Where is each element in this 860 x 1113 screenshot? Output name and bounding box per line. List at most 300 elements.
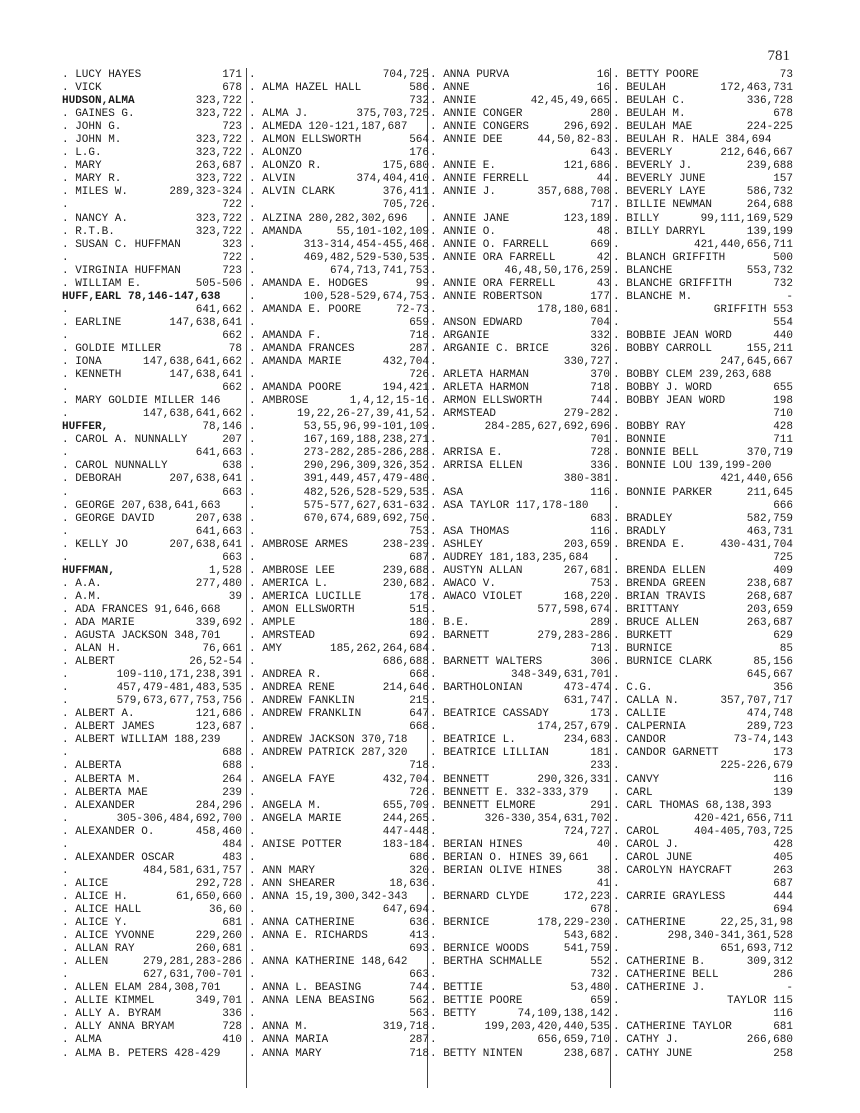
index-entry: [430, 121, 610, 134]
entry-name: .: [430, 1034, 437, 1047]
entry-name: .: [430, 760, 437, 773]
entry-name: . AMRSTEAD: [249, 630, 316, 643]
index-entry: [62, 134, 242, 147]
entry-name: . AMANDA E. HODGES: [249, 277, 368, 290]
entry-pages: 74,109,138,142: [517, 1008, 610, 1021]
index-entry: [613, 774, 793, 787]
entry-name: .: [62, 447, 69, 460]
entry-name: .: [249, 486, 256, 499]
index-entry: [613, 291, 793, 304]
index-entry: [249, 813, 429, 826]
entry-name: . BARTHOLONIAN: [430, 682, 523, 695]
entry-pages: 175,680: [382, 160, 429, 173]
entry-name: . CAROL J.: [613, 838, 680, 851]
entry-pages: 663: [222, 551, 242, 564]
entry-pages: 474,748: [746, 708, 793, 721]
entry-pages: 238-239: [382, 538, 429, 551]
entry-pages: -: [786, 982, 793, 995]
entry-pages: 306: [590, 656, 610, 669]
entry-pages: 482,526,528-529,535: [303, 486, 429, 499]
entry-pages: 207,638,641: [169, 538, 242, 551]
index-entry: [430, 995, 610, 1008]
entry-name: . ANNA PURVA: [430, 69, 510, 81]
entry-name: . ANDREW FANKLIN: [249, 695, 355, 708]
entry-name: . GOLDIE MILLER: [62, 342, 162, 355]
entry-pages: 173: [590, 708, 610, 721]
entry-name: .: [249, 786, 256, 799]
entry-name: .: [613, 930, 620, 943]
entry-name: .: [62, 329, 69, 342]
entry-pages: 718: [409, 760, 429, 773]
entry-pages: 203,659: [563, 538, 610, 551]
entry-pages: 336: [590, 460, 610, 473]
entry-name: . ANNIE E.: [430, 160, 497, 173]
entry-name: . CATHERINE J.: [613, 982, 706, 995]
entry-pages: 651,693,712: [720, 943, 793, 956]
entry-name: . AMANDA MARIE: [249, 356, 342, 369]
entry-name: . ANNIE ORA FERRELL: [430, 277, 556, 290]
index-entry: [430, 565, 610, 578]
index-entry: [62, 1048, 242, 1061]
index-entry: [249, 304, 429, 317]
index-entry: [62, 199, 242, 212]
entry-name: . BENNETT ELMORE: [430, 799, 536, 812]
entry-name: . AMBROSE LEE: [249, 564, 335, 577]
index-entry: [613, 565, 793, 578]
entry-pages: 732: [409, 95, 429, 108]
entry-name: . BLANCHE GRIFFITH: [613, 277, 732, 290]
index-entry: [613, 747, 793, 760]
index-entry: [613, 865, 793, 878]
entry-name: . ALVIN CLARK: [249, 186, 335, 199]
index-entry: [249, 330, 429, 343]
entry-name: .: [249, 408, 256, 421]
entry-name: .: [62, 812, 69, 825]
entry-name: . BERIAN OLIVE HINES: [430, 864, 563, 877]
entry-name: .: [62, 747, 69, 760]
entry-name: . ANNA LENA BEASING: [249, 995, 375, 1008]
entry-name: . ASHLEY: [430, 538, 483, 551]
index-entry: [62, 343, 242, 356]
entry-name: .: [430, 147, 437, 160]
index-entry: [249, 721, 429, 734]
entry-name: . BETTIE POORE: [430, 995, 523, 1008]
entry-name: . ANNIE ORA FARRELL: [430, 251, 556, 264]
index-entry: [430, 669, 610, 682]
entry-name: .: [249, 369, 256, 382]
entry-name: . AUSTYN ALLAN: [430, 564, 523, 577]
entry-pages: 726: [409, 786, 429, 799]
entry-name: . ANNA KATHERINE 148,642: [249, 956, 408, 969]
entry-name: . ARMON ELLSWORTH: [430, 395, 543, 408]
index-entry: [62, 226, 242, 239]
index-entry: [249, 565, 429, 578]
entry-name: . ALMA: [62, 1034, 102, 1047]
entry-name: . ARLETA HARMAN: [430, 369, 530, 382]
entry-name: . BRENDA E.: [613, 538, 686, 551]
entry-name: . CANVY: [613, 773, 660, 786]
entry-pages: 678: [590, 904, 610, 916]
index-entry: [613, 473, 793, 486]
index-entry: [249, 969, 429, 982]
entry-pages: 710: [773, 408, 793, 421]
entry-pages: 563: [409, 1008, 429, 1021]
index-entry: [62, 943, 242, 956]
entry-pages: 116: [773, 773, 793, 786]
entry-name: . ANNIE: [430, 95, 477, 108]
entry-name: . BEATRICE CASSADY: [430, 708, 549, 721]
index-entry: [249, 774, 429, 787]
index-entry: [613, 969, 793, 982]
index-entry: [613, 591, 793, 604]
entry-name: . BERIAN O. HINES 39,661: [430, 851, 589, 864]
entry-pages: 99,111,169,529: [700, 212, 793, 225]
surname-heading: HUFFMAN,: [62, 564, 115, 577]
entry-name: . ALBERTA M.: [62, 773, 142, 786]
entry-pages: 44: [596, 173, 610, 186]
entry-name: . ANGELA M.: [249, 799, 322, 812]
entry-name: .: [249, 825, 256, 838]
entry-pages: 391,449,457,479-480: [303, 473, 429, 486]
entry-name: . AMANDA FRANCES: [249, 342, 355, 355]
entry-name: . ANNA MARY: [249, 1047, 322, 1060]
index-entry: [613, 995, 793, 1008]
index-entry: [62, 500, 242, 513]
index-entry: [62, 904, 242, 917]
surname-heading: HUDSON,ALMA: [62, 95, 135, 108]
index-entry: [613, 252, 793, 265]
entry-pages: 356: [773, 682, 793, 695]
entry-name: . ALICE: [62, 877, 109, 890]
index-entry: [62, 604, 242, 617]
index-entry: [249, 656, 429, 669]
entry-pages: 694: [773, 904, 793, 916]
entry-pages: 686: [409, 851, 429, 864]
entry-name: . BEULAH: [613, 82, 666, 95]
entry-pages: 484,581,631,757: [142, 864, 242, 877]
entry-pages: 457,479-481,483,535: [116, 682, 242, 695]
entry-pages: 177: [590, 290, 610, 303]
index-entry: [62, 591, 242, 604]
surname-heading: HUFFER,: [62, 421, 109, 434]
entry-pages: 323,722: [195, 147, 242, 160]
entry-name: . CATHY JUNE: [613, 1047, 693, 1060]
entry-name: . AMPLE: [249, 616, 296, 629]
index-entry: [249, 891, 429, 904]
index-entry: [613, 695, 793, 708]
index-entry: [430, 787, 610, 800]
entry-pages: 267,681: [563, 564, 610, 577]
entry-pages: 380-381: [563, 473, 610, 486]
entry-name: . ANNA M.: [249, 1021, 309, 1034]
entry-pages: 662: [222, 329, 242, 342]
index-entry: [249, 69, 429, 82]
entry-name: . ANDREW PATRICK 287,320: [249, 747, 408, 760]
entry-name: .: [249, 499, 256, 512]
entry-pages: 292,728: [195, 877, 242, 890]
entry-pages: 76,661: [202, 643, 242, 656]
index-entry: [249, 408, 429, 421]
entry-pages: 432,704: [382, 356, 429, 369]
index-entry: [430, 826, 610, 839]
index-entry: [430, 395, 610, 408]
index-entry: [430, 839, 610, 852]
entry-pages: 172,223: [563, 890, 610, 903]
index-entry: [430, 656, 610, 669]
entry-pages: 291: [590, 799, 610, 812]
entry-pages: 178,229-230: [537, 917, 610, 930]
entry-name: . VICK: [62, 82, 102, 95]
entry-pages: 645,667: [746, 669, 793, 682]
entry-pages: 121,686: [195, 708, 242, 721]
index-entry: [430, 186, 610, 199]
entry-name: .: [613, 669, 620, 682]
entry-name: .: [62, 486, 69, 499]
index-entry: [249, 956, 429, 969]
entry-pages: 643: [590, 147, 610, 160]
entry-pages: 678: [773, 108, 793, 121]
entry-name: .: [62, 251, 69, 264]
entry-name: .: [613, 551, 620, 564]
index-entry: [249, 186, 429, 199]
entry-pages: 656,659,710: [537, 1034, 610, 1047]
entry-name: . ANNE: [430, 82, 470, 95]
entry-name: . BRITTANY: [613, 603, 680, 616]
entry-pages: 167,169,188,238,271: [303, 434, 429, 447]
index-entry: [249, 317, 429, 330]
entry-name: .: [430, 421, 437, 434]
entry-pages: 258: [773, 1047, 793, 1060]
index-entry: [62, 774, 242, 787]
entry-name: . ALICE HALL: [62, 904, 142, 916]
entry-pages: 280: [590, 108, 610, 121]
index-entry: [249, 982, 429, 995]
entry-pages: 409: [773, 564, 793, 577]
entry-name: . ALEXANDER: [62, 799, 135, 812]
entry-pages: 713: [590, 643, 610, 656]
entry-pages: 641,663: [195, 525, 242, 538]
entry-name: .: [249, 969, 256, 982]
index-entry: [613, 930, 793, 943]
index-entry: [249, 787, 429, 800]
index-entry: [613, 878, 793, 891]
entry-pages: 172,463,731: [720, 82, 793, 95]
entry-pages: 678: [222, 82, 242, 95]
entry-pages: 305-306,484,692,700: [116, 812, 242, 825]
index-entry: [613, 356, 793, 369]
entry-pages: 73-74,143: [733, 734, 793, 747]
index-entry: [62, 956, 242, 969]
index-entry: [613, 617, 793, 630]
entry-pages: 53,480: [570, 982, 610, 995]
index-entry: [62, 839, 242, 852]
entry-name: . BERIAN HINES: [430, 838, 523, 851]
entry-pages: 659: [409, 316, 429, 329]
entry-pages: 376,411: [382, 186, 429, 199]
entry-name: . ALLY A. BYRAM: [62, 1008, 162, 1021]
entry-name: . ALICE Y.: [62, 917, 129, 930]
entry-name: . ANNIE CONGERS: [430, 121, 530, 134]
index-entry: [430, 630, 610, 643]
index-entry: [430, 473, 610, 486]
entry-pages: 582,759: [746, 512, 793, 525]
entry-pages: 207,638: [195, 512, 242, 525]
entry-name: .: [249, 434, 256, 447]
entry-name: .: [249, 95, 256, 108]
entry-name: . BOBBY CLEM 239,263,688: [613, 369, 772, 382]
index-entry: [62, 852, 242, 865]
entry-name: . ARRISA E.: [430, 447, 503, 460]
index-entry: [613, 826, 793, 839]
entry-pages: 109-110,171,238,391: [116, 669, 242, 682]
entry-name: . GEORGE 207,638,641,663: [62, 499, 221, 512]
entry-pages: 42: [596, 251, 610, 264]
index-entry: [430, 982, 610, 995]
entry-pages: 404-405,703,725: [693, 825, 793, 838]
entry-pages: 123,687: [195, 721, 242, 734]
entry-name: . BRENDA ELLEN: [613, 564, 706, 577]
entry-name: .: [249, 473, 256, 486]
entry-name: .: [249, 760, 256, 773]
index-entry: [613, 108, 793, 121]
index-entry: [62, 891, 242, 904]
index-entry: [430, 969, 610, 982]
entry-pages: 178: [409, 590, 429, 603]
entry-name: . ANISE POTTER: [249, 838, 342, 851]
index-entry: [249, 160, 429, 173]
entry-pages: 636: [409, 917, 429, 930]
index-entry: [62, 487, 242, 500]
index-entry: [430, 956, 610, 969]
index-entry: [62, 643, 242, 656]
index-entry: [613, 552, 793, 565]
index-entry: [249, 513, 429, 526]
entry-pages: 264,688: [746, 199, 793, 212]
entry-pages: 224-225: [746, 121, 793, 134]
index-entry: [430, 578, 610, 591]
entry-name: . ALBERT: [62, 656, 115, 669]
entry-pages: 286: [773, 969, 793, 982]
index-entry: [249, 930, 429, 943]
entry-name: . C.G.: [613, 682, 653, 695]
entry-name: . AMBROSE: [249, 395, 309, 408]
entry-name: . ANNIE O. FARRELL: [430, 238, 549, 251]
entry-name: . BERNICE: [430, 917, 490, 930]
index-entry: [430, 695, 610, 708]
index-entry: [249, 1048, 429, 1061]
entry-name: . JOHN G.: [62, 121, 122, 134]
entry-name: . AMANDA F.: [249, 329, 322, 342]
entry-pages: 627,631,700-701: [142, 969, 242, 982]
entry-pages: 239: [222, 786, 242, 799]
entry-pages: 655: [773, 382, 793, 395]
entry-pages: 284,296: [195, 799, 242, 812]
entry-pages: 26,52-54: [189, 656, 242, 669]
entry-pages: 744: [590, 395, 610, 408]
entry-pages: 641,663: [195, 447, 242, 460]
index-entry: [249, 852, 429, 865]
entry-name: . BILLY: [613, 212, 660, 225]
index-entry: [249, 617, 429, 630]
entry-pages: 458,460: [195, 825, 242, 838]
entry-pages: 264: [222, 773, 242, 786]
entry-name: . ALICE H.: [62, 890, 129, 903]
index-entry: [249, 526, 429, 539]
entry-pages: 753: [409, 525, 429, 538]
entry-name: . AMON ELLSWORTH: [249, 603, 355, 616]
index-entry: [62, 447, 242, 460]
index-entry: [613, 852, 793, 865]
entry-name: .: [249, 421, 256, 434]
entry-pages: 728: [222, 1021, 242, 1034]
index-entry: [249, 708, 429, 721]
entry-name: . MILES W.: [62, 186, 129, 199]
entry-name: . CARL THOMAS 68,138,393: [613, 799, 772, 812]
index-entry: [249, 173, 429, 186]
index-entry: [613, 1021, 793, 1034]
entry-pages: 176: [409, 147, 429, 160]
entry-name: .: [62, 682, 69, 695]
entry-name: . KELLY JO: [62, 538, 129, 551]
index-entry: [613, 656, 793, 669]
index-entry: [430, 813, 610, 826]
entry-pages: 199,203,420,440,535: [484, 1021, 610, 1034]
index-entry: [613, 147, 793, 160]
index-entry: [249, 199, 429, 212]
index-entry: [249, 278, 429, 291]
index-entry: [249, 604, 429, 617]
entry-name: . ANNIE DEE: [430, 134, 503, 147]
entry-pages: 405: [773, 851, 793, 864]
entry-name: .: [249, 251, 256, 264]
index-entry: [430, 82, 610, 95]
entry-name: .: [249, 656, 256, 669]
entry-name: . ARMSTEAD: [430, 408, 497, 421]
index-entry: [62, 213, 242, 226]
index-entry: [249, 121, 429, 134]
index-entry: [430, 774, 610, 787]
entry-pages: 234,683: [563, 734, 610, 747]
entry-name: . BERNICE WOODS: [430, 943, 530, 956]
index-entry: [62, 421, 242, 434]
entry-pages: 718: [409, 1047, 429, 1060]
entry-pages: 541,759: [563, 943, 610, 956]
entry-name: . BONNIE BELL: [613, 447, 699, 460]
index-entry: [62, 878, 242, 891]
entry-name: .: [430, 473, 437, 486]
entry-name: . ALMON ELLSWORTH: [249, 134, 362, 147]
entry-pages: 543,682: [563, 930, 610, 943]
index-entry: [430, 591, 610, 604]
entry-pages: 577,598,674: [537, 603, 610, 616]
index-entry: [430, 1048, 610, 1061]
entry-pages: 711: [773, 434, 793, 447]
entry-name: . CARRIE GRAYLESS: [613, 890, 726, 903]
index-entry: [249, 1034, 429, 1047]
entry-name: .: [430, 434, 437, 447]
entry-name: . AWACO VIOLET: [430, 590, 523, 603]
entry-name: . ALAN H.: [62, 643, 122, 656]
index-entry: [249, 747, 429, 760]
entry-name: . CATHERINE B.: [613, 956, 706, 969]
entry-name: . ALBERT WILLIAM 188,239: [62, 734, 221, 747]
entry-pages: 575-577,627,631-632: [303, 499, 429, 512]
entry-name: . AMANDA: [249, 225, 302, 238]
entry-pages: 553,732: [746, 264, 793, 277]
entry-name: . BEULAH M.: [613, 108, 686, 121]
entry-pages: 705,726: [382, 199, 429, 212]
entry-pages: 349,701: [195, 995, 242, 1008]
